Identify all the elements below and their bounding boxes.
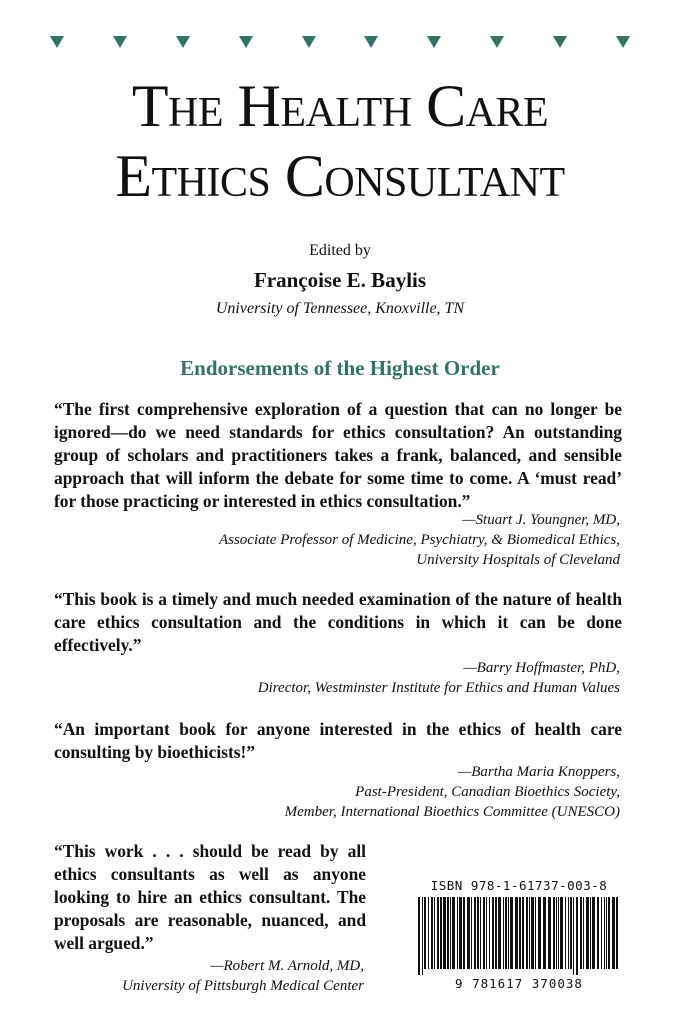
barcode-bar <box>459 897 462 969</box>
triangle-down-icon <box>553 36 567 48</box>
attribution-line: Associate Professor of Medicine, Psychiatry, & Biomedical Ethics, <box>218 532 620 548</box>
barcode-bar <box>558 897 559 969</box>
attribution-line: Past-President, Canadian Bioethics Society, <box>355 784 620 800</box>
barcode-bar <box>424 897 426 969</box>
barcode-bar <box>543 897 546 969</box>
endorsement-attribution <box>285 762 620 822</box>
triangle-down-icon <box>239 36 253 48</box>
endorsement-attribution <box>258 658 620 698</box>
barcode-bar <box>568 897 569 969</box>
endorsement-attribution <box>219 510 620 570</box>
barcode-bar <box>597 897 599 969</box>
triangle-down-icon <box>176 36 190 48</box>
barcode-bar <box>428 897 429 969</box>
barcode-bar <box>498 897 501 969</box>
barcode-bar <box>418 897 420 975</box>
barcode-bar <box>570 897 572 969</box>
barcode-bar <box>510 897 513 969</box>
attribution-line: University of Pittsburgh Medical Center <box>122 978 364 994</box>
barcode-bar <box>463 897 465 969</box>
barcode-bar <box>480 897 481 969</box>
endorsement-quote: “The first comprehensive exploration of a question that can no longer be ignored—do we need standards for ethics consultation? An outstanding group of scholars and practitioners takes a frank, balanced, and sensible approach that will inform the debate for some time to come. A ‘must read’ for those practicing or interested in ethics consultation.” <box>54 399 622 511</box>
endorsement-quote: “This work . . . should be read by all ethics consultants as well as anyone looking to hire an ethics consultant. The proposals are reasonable, nuanced, and well argued.” <box>54 841 366 953</box>
barcode-bar <box>431 897 433 969</box>
barcode-bar <box>606 897 607 969</box>
barcode-bar <box>519 897 521 969</box>
triangle-down-icon <box>616 36 630 48</box>
barcode-bar <box>531 897 534 969</box>
triangle-down-icon <box>490 36 504 48</box>
barcode-bar <box>608 897 610 969</box>
barcode-bar <box>535 897 536 969</box>
barcode-bar <box>538 897 541 969</box>
barcode-bar <box>477 897 479 969</box>
barcode-bar <box>515 897 518 969</box>
book-title-line-1: The Health Care <box>131 73 549 139</box>
endorsement-attribution <box>54 956 364 996</box>
book-title-line-2: Ethics Consultant <box>115 143 565 209</box>
barcode-bar <box>616 897 618 969</box>
barcode-bar <box>440 897 442 969</box>
barcode-bar <box>560 897 563 969</box>
barcode-bar <box>592 897 595 969</box>
editor-affiliation: University of Tennessee, Knoxville, TN <box>215 300 465 317</box>
barcode-bar <box>583 897 584 969</box>
barcode-bar <box>422 897 423 975</box>
barcode-bar <box>495 897 497 969</box>
barcode-bar <box>486 897 487 969</box>
barcode-bar <box>590 897 591 969</box>
triangle-down-icon <box>427 36 441 48</box>
barcode-bar <box>556 897 557 969</box>
barcode-bar <box>604 897 605 969</box>
barcode-bar <box>437 897 439 969</box>
barcode-bar <box>467 897 470 969</box>
barcode-bar <box>580 897 582 969</box>
barcode-bar <box>553 897 555 969</box>
barcode-bar <box>529 897 530 969</box>
attribution-line: —Bartha Maria Knoppers, <box>457 764 620 780</box>
barcode-bar <box>565 897 566 969</box>
barcode-bar <box>447 897 449 969</box>
endorsements-heading: Endorsements of the Highest Order <box>180 356 500 380</box>
barcode-bar <box>489 897 490 969</box>
barcode-bar <box>522 897 524 969</box>
triangle-down-icon <box>50 36 64 48</box>
barcode-bar <box>508 897 509 969</box>
attribution-line: Director, Westminster Institute for Ethics and Human Values <box>257 680 620 696</box>
barcode-bar <box>474 897 476 969</box>
barcode-bar <box>526 897 528 969</box>
barcode-bar <box>492 897 494 969</box>
attribution-line: University Hospitals of Cleveland <box>416 552 620 568</box>
barcode-bar <box>505 897 507 969</box>
barcode-bar <box>450 897 451 969</box>
barcode-bar <box>576 897 578 975</box>
isbn-barcode <box>414 878 624 991</box>
barcode-bar <box>612 897 615 969</box>
barcode-digits: 9 781617 370038 <box>455 976 583 991</box>
edited-by-label: Edited by <box>309 242 371 259</box>
barcode-bar <box>548 897 551 969</box>
triangle-down-icon <box>113 36 127 48</box>
barcode-bar <box>586 897 589 969</box>
attribution-line: —Robert M. Arnold, MD, <box>210 958 364 974</box>
barcode-bar <box>457 897 458 969</box>
barcode-icon <box>414 897 624 975</box>
barcode-bar <box>443 897 446 969</box>
triangle-down-icon <box>364 36 378 48</box>
barcode-bar <box>601 897 602 969</box>
endorsement-quote: “An important book for anyone interested in the ethics of health care consulting by bioethicists!” <box>54 719 622 762</box>
barcode-bar <box>483 897 485 969</box>
triangle-down-icon <box>302 36 316 48</box>
decorative-triangle-row <box>50 36 630 54</box>
attribution-line: Member, International Bioethics Committee (UNESCO) <box>284 804 620 820</box>
editor-name: Françoise E. Baylis <box>253 268 427 292</box>
attribution-line: —Stuart J. Youngner, MD, <box>462 512 620 528</box>
barcode-bar <box>471 897 472 969</box>
endorsement-quote: “This book is a timely and much needed examination of the nature of health care ethics consultation and the conditions in which it can be done effectively.” <box>54 589 622 655</box>
isbn-label: ISBN 978-1-61737-003-8 <box>430 878 608 893</box>
barcode-bar <box>434 897 435 969</box>
barcode-bar <box>452 897 455 969</box>
attribution-line: —Barry Hoffmaster, PhD, <box>463 660 620 676</box>
barcode-bar <box>573 897 574 975</box>
barcode-bar <box>503 897 504 969</box>
